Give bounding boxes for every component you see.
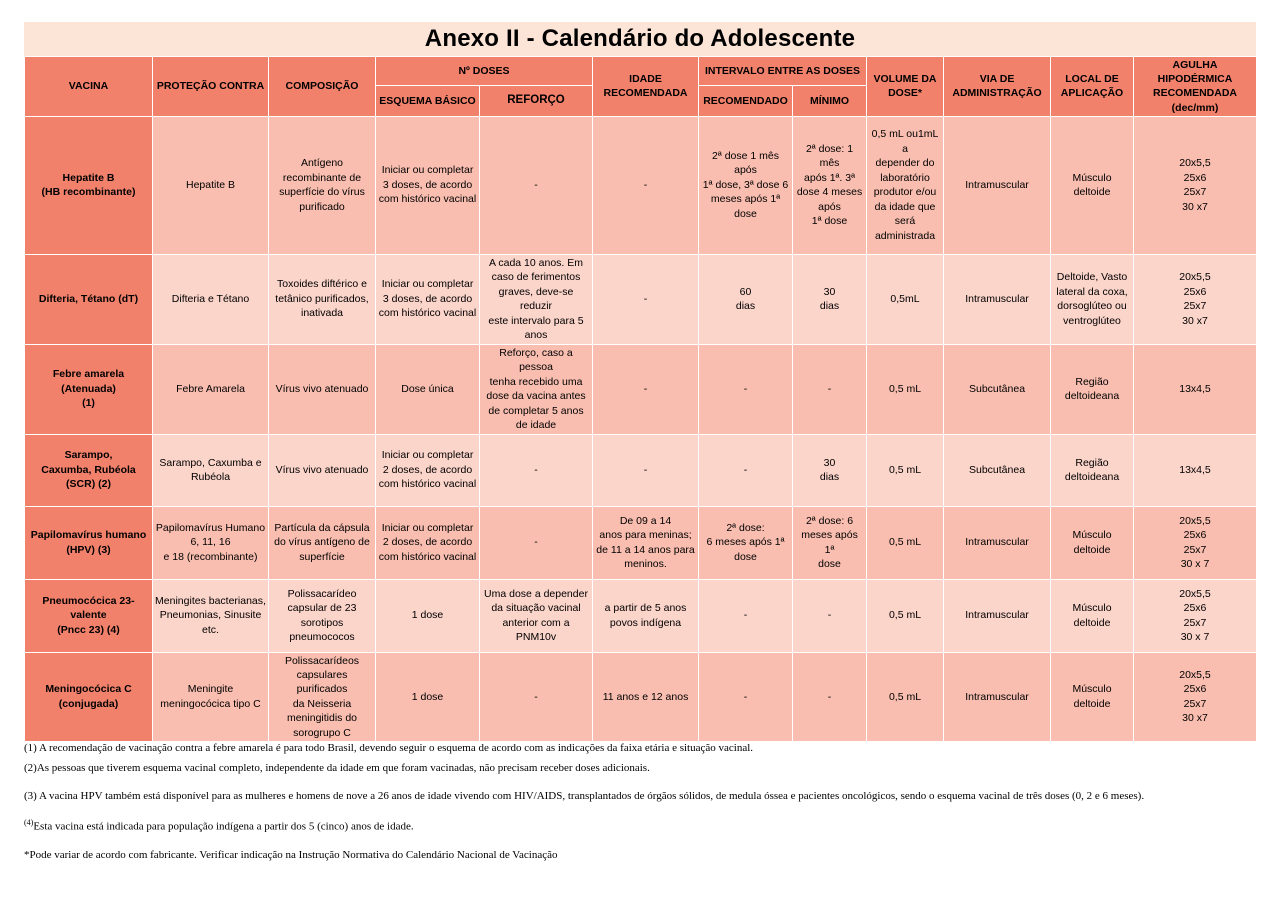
- cell-protecao: Hepatite B: [153, 116, 269, 254]
- cell-minimo: -: [793, 652, 867, 742]
- cell-protecao: Papilomavírus Humano 6, 11, 16 e 18 (recombinante): [153, 506, 269, 579]
- cell-protecao: Febre Amarela: [153, 344, 269, 434]
- footnote-4-text: Esta vacina está indicada para população indígena a partir dos 5 (cinco) anos de idade.: [33, 820, 414, 833]
- cell-idade: 11 anos e 12 anos: [593, 652, 699, 742]
- cell-via: Intramuscular: [944, 579, 1051, 652]
- cell-volume: 0,5 mL: [867, 434, 944, 506]
- header-vacina: VACINA: [25, 57, 153, 117]
- header-n-doses: Nº DOSES: [376, 57, 593, 86]
- cell-esquema: Iniciar ou completar 3 doses, de acordo com histórico vacinal: [376, 254, 480, 344]
- cell-via: Subcutânea: [944, 434, 1051, 506]
- table-body: [25, 116, 1257, 742]
- cell-vacina: Meningocócica C (conjugada): [25, 652, 153, 742]
- header-via: VIA DE ADMINISTRAÇÃO: [944, 57, 1051, 117]
- cell-composicao: Vírus vivo atenuado: [269, 434, 376, 506]
- header-local: LOCAL DE APLICAÇÃO: [1051, 57, 1134, 117]
- cell-volume: 0,5 mL: [867, 652, 944, 742]
- header-recomendado: RECOMENDADO: [699, 85, 793, 116]
- table-row: [25, 652, 1257, 742]
- cell-local: Músculo deltoide: [1051, 652, 1134, 742]
- header-protecao: PROTEÇÃO CONTRA: [153, 57, 269, 117]
- cell-composicao: Polissacarídeos capsulares purificados da Neisseria meningitidis do sorogrupo C: [269, 652, 376, 742]
- table-row: [25, 579, 1257, 652]
- cell-agulha: 20x5,5 25x6 25x7 30 x7: [1134, 116, 1257, 254]
- cell-composicao: Partícula da cápsula do vírus antígeno de superfície: [269, 506, 376, 579]
- cell-esquema: 1 dose: [376, 579, 480, 652]
- header-volume: VOLUME DA DOSE*: [867, 57, 944, 117]
- cell-minimo: 2ª dose: 6 meses após 1ª dose: [793, 506, 867, 579]
- cell-reforco: Uma dose a depender da situação vacinal anterior com a PNM10v: [480, 579, 593, 652]
- cell-composicao: Vírus vivo atenuado: [269, 344, 376, 434]
- footnote-5: *Pode variar de acordo com fabricante. Verificar indicação na Instrução Normativa do Calendário Nacional de Vacinação: [24, 849, 558, 861]
- cell-idade: -: [593, 116, 699, 254]
- header-minimo: MÍNIMO: [793, 85, 867, 116]
- cell-local: Músculo deltoide: [1051, 116, 1134, 254]
- header-esquema-basico: ESQUEMA BÁSICO: [376, 85, 480, 116]
- cell-protecao: Meningites bacterianas, Pneumonias, Sinusite etc.: [153, 579, 269, 652]
- cell-composicao: Polissacarídeo capsular de 23 sorotipos pneumococos: [269, 579, 376, 652]
- cell-agulha: 20x5,5 25x6 25x7 30 x 7: [1134, 579, 1257, 652]
- cell-protecao: Difteria e Tétano: [153, 254, 269, 344]
- cell-idade: -: [593, 434, 699, 506]
- cell-volume: 0,5mL: [867, 254, 944, 344]
- cell-recomendado: -: [699, 652, 793, 742]
- table-row: [25, 116, 1257, 254]
- cell-composicao: Antígeno recombinante de superfície do vírus purificado: [269, 116, 376, 254]
- cell-reforco: -: [480, 116, 593, 254]
- cell-volume: 0,5 mL: [867, 506, 944, 579]
- cell-recomendado: -: [699, 344, 793, 434]
- footnote-4: [24, 818, 414, 833]
- cell-protecao: Sarampo, Caxumba e Rubéola: [153, 434, 269, 506]
- table-row: [25, 254, 1257, 344]
- cell-volume: 0,5 mL ou1mL a depender do laboratório produtor e/ou da idade que será administrada: [867, 116, 944, 254]
- cell-minimo: -: [793, 579, 867, 652]
- cell-agulha: 13x4,5: [1134, 344, 1257, 434]
- table-row: [25, 506, 1257, 579]
- cell-composicao: Toxoides diftérico e tetânico purificados, inativada: [269, 254, 376, 344]
- footnote-1: (1) A recomendação de vacinação contra a febre amarela é para todo Brasil, devendo seguir o esquema de acordo com as indicações da faixa etária e situação vacinal.: [24, 742, 754, 754]
- table-row: [25, 344, 1257, 434]
- table-row: [25, 434, 1257, 506]
- cell-protecao: Meningite meningocócica tipo C: [153, 652, 269, 742]
- cell-agulha: 20x5,5 25x6 25x7 30 x7: [1134, 254, 1257, 344]
- page-title: Anexo II - Calendário do Adolescente: [24, 22, 1256, 56]
- cell-reforco: -: [480, 506, 593, 579]
- cell-esquema: Iniciar ou completar 2 doses, de acordo com histórico vacinal: [376, 434, 480, 506]
- header-reforco: REFORÇO: [480, 85, 593, 116]
- header-agulha: AGULHA HIPODÉRMICA RECOMENDADA (dec/mm): [1134, 57, 1257, 117]
- cell-via: Intramuscular: [944, 254, 1051, 344]
- footnote-2: (2)As pessoas que tiverem esquema vacinal completo, independente da idade em que foram vacinadas, não precisam receber doses adicionais.: [24, 762, 650, 774]
- cell-recomendado: 2ª dose 1 mês após 1ª dose, 3ª dose 6 meses após 1ª dose: [699, 116, 793, 254]
- cell-local: Músculo deltoide: [1051, 579, 1134, 652]
- cell-local: Região deltoideana: [1051, 434, 1134, 506]
- cell-idade: -: [593, 344, 699, 434]
- cell-local: Deltoide, Vasto lateral da coxa, dorsoglúteo ou ventroglúteo: [1051, 254, 1134, 344]
- cell-via: Intramuscular: [944, 652, 1051, 742]
- cell-reforco: A cada 10 anos. Em caso de ferimentos graves, deve-se reduzir este intervalo para 5 anos: [480, 254, 593, 344]
- cell-vacina: Sarampo, Caxumba, Rubéola (SCR) (2): [25, 434, 153, 506]
- cell-vacina: Pneumocócica 23-valente (Pncc 23) (4): [25, 579, 153, 652]
- footnote-4-mark: (4): [24, 818, 34, 827]
- vaccination-table: [24, 56, 1257, 742]
- cell-vacina: Papilomavírus humano (HPV) (3): [25, 506, 153, 579]
- cell-local: Região deltoideana: [1051, 344, 1134, 434]
- cell-via: Intramuscular: [944, 116, 1051, 254]
- cell-idade: De 09 a 14 anos para meninas; de 11 a 14 anos para meninos.: [593, 506, 699, 579]
- cell-agulha: 20x5,5 25x6 25x7 30 x 7: [1134, 506, 1257, 579]
- cell-agulha: 13x4,5: [1134, 434, 1257, 506]
- cell-minimo: 30 dias: [793, 434, 867, 506]
- header-intervalo: INTERVALO ENTRE AS DOSES: [699, 57, 867, 86]
- cell-via: Intramuscular: [944, 506, 1051, 579]
- cell-volume: 0,5 mL: [867, 579, 944, 652]
- cell-minimo: -: [793, 344, 867, 434]
- cell-volume: 0,5 mL: [867, 344, 944, 434]
- cell-reforco: -: [480, 434, 593, 506]
- cell-idade: -: [593, 254, 699, 344]
- cell-esquema: 1 dose: [376, 652, 480, 742]
- cell-idade: a partir de 5 anos povos indígena: [593, 579, 699, 652]
- footnote-3: (3) A vacina HPV também está disponível para as mulheres e homens de nove a 26 anos de idade vivendo com HIV/AIDS, transplantados de órgãos sólidos, de medula óssea e pacientes oncológicos, sendo o esquema vacinal de três doses (0, 2 e 6 meses).: [24, 790, 1145, 802]
- cell-agulha: 20x5,5 25x6 25x7 30 x7: [1134, 652, 1257, 742]
- header-idade: IDADE RECOMENDADA: [593, 57, 699, 117]
- cell-vacina: Hepatite B (HB recombinante): [25, 116, 153, 254]
- cell-reforco: Reforço, caso a pessoa tenha recebido uma dose da vacina antes de completar 5 anos de idade: [480, 344, 593, 434]
- cell-minimo: 30 dias: [793, 254, 867, 344]
- header-composicao: COMPOSIÇÃO: [269, 57, 376, 117]
- cell-recomendado: -: [699, 579, 793, 652]
- cell-vacina: Febre amarela (Atenuada) (1): [25, 344, 153, 434]
- cell-esquema: Dose única: [376, 344, 480, 434]
- cell-esquema: Iniciar ou completar 3 doses, de acordo com histórico vacinal: [376, 116, 480, 254]
- cell-recomendado: -: [699, 434, 793, 506]
- cell-minimo: 2ª dose: 1 mês após 1ª. 3ª dose 4 meses após 1ª dose: [793, 116, 867, 254]
- cell-via: Subcutânea: [944, 344, 1051, 434]
- cell-vacina: Difteria, Tétano (dT): [25, 254, 153, 344]
- cell-reforco: -: [480, 652, 593, 742]
- cell-esquema: Iniciar ou completar 2 doses, de acordo com histórico vacinal: [376, 506, 480, 579]
- cell-recomendado: 60 dias: [699, 254, 793, 344]
- cell-recomendado: 2ª dose: 6 meses após 1ª dose: [699, 506, 793, 579]
- cell-local: Músculo deltoide: [1051, 506, 1134, 579]
